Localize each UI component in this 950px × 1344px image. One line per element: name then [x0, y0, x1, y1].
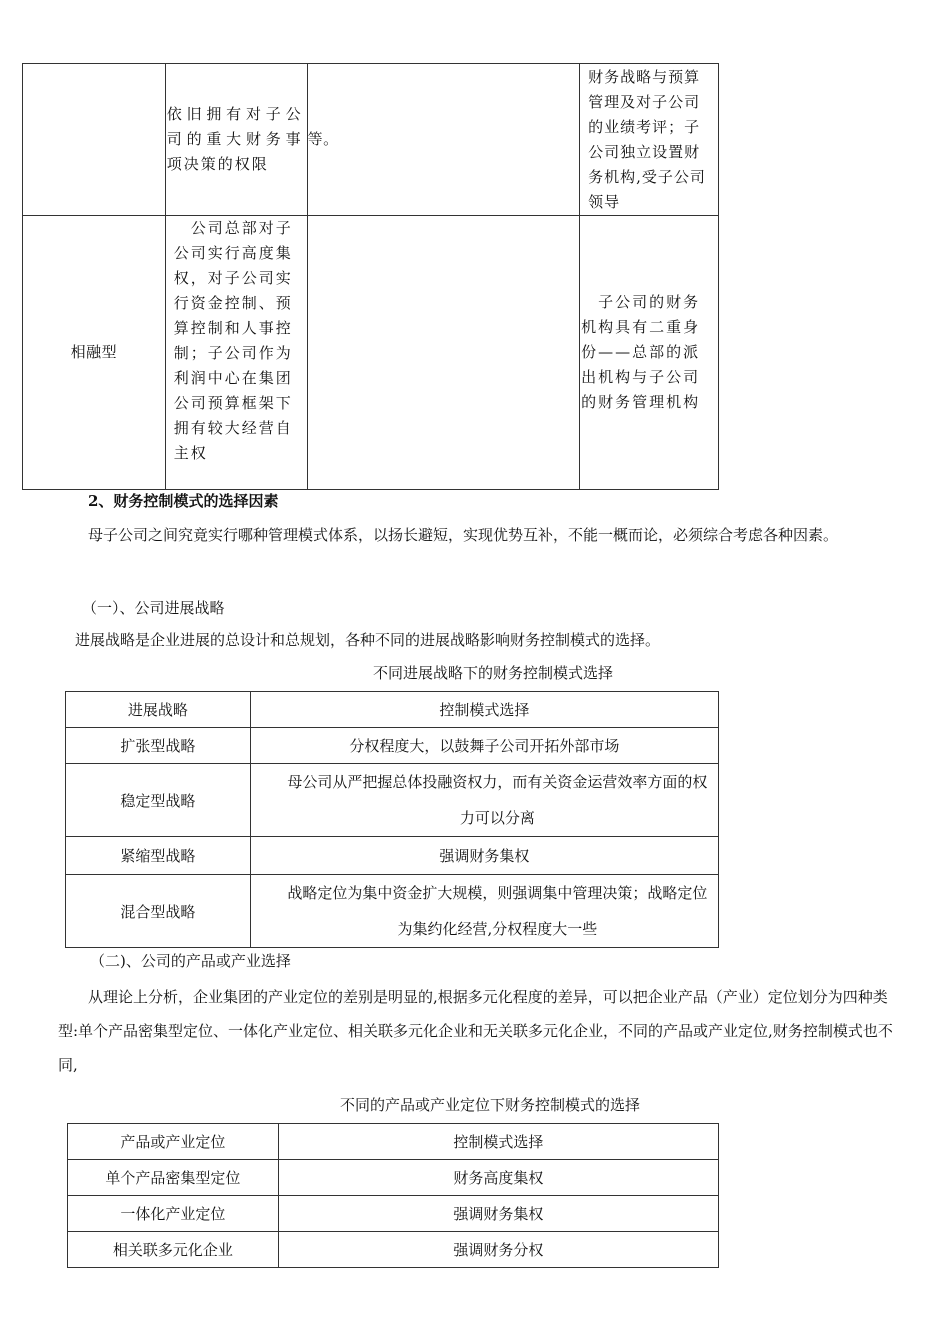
table-cell: 财务高度集权 — [278, 1160, 718, 1196]
table-cell: 强调财务分权 — [278, 1232, 718, 1268]
table-caption: 不同的产品或产业定位下财务控制模式的选择 — [340, 1096, 641, 1114]
table-cell — [307, 64, 580, 216]
table-header-cell: 控制模式选择 — [278, 1124, 718, 1160]
table-row — [23, 216, 719, 490]
intro-paragraph: 母子公司之间究竟实行哪种管理模式体系，以扬长避短，实现优势互补，不能一概而论，必须综合考虑各种因素。 — [88, 526, 839, 544]
strategy-control-table — [65, 691, 719, 948]
table-cell: 一体化产业定位 — [68, 1196, 279, 1232]
table-header-cell: 产品或产业定位 — [68, 1124, 279, 1160]
table-cell — [250, 764, 718, 837]
table-row — [68, 1232, 719, 1268]
cell-text: 等。 — [307, 130, 339, 148]
industry-control-table — [67, 1123, 719, 1268]
table-cell — [250, 875, 718, 948]
section-heading: 2、财务控制模式的选择因素 — [88, 492, 279, 510]
cell-text: 战略定位为集中资金扩大规模，则强调集中管理决策；战略定位为集约化经营,分权程度大一些 — [287, 884, 708, 938]
table-cell — [23, 216, 166, 490]
control-mode-table-continued — [22, 63, 719, 490]
cell-text: 财务战略与预算管理及对子公司的业绩考评；子公司独立设置财务机构,受子公司领导 — [588, 68, 706, 211]
table-header-row — [68, 1124, 719, 1160]
table-cell: 分权程度大，以鼓舞子公司开拓外部市场 — [250, 728, 718, 764]
table-header-row — [66, 692, 719, 728]
table-row — [23, 64, 719, 216]
table-cell: 相关联多元化企业 — [68, 1232, 279, 1268]
subsection-paragraph: 从理论上分析，企业集团的产业定位的差别是明显的,根据多元化程度的差异，可以把企业产品（产业）定位划分为四种类型:单个产品密集型定位、一体化产业定位、相关联多元化企业和无关联多元化企业，不同的产品或产业定位,财务控制模式也不同, — [58, 988, 893, 1074]
table-cell: 紧缩型战略 — [66, 837, 251, 875]
table-row — [66, 875, 719, 948]
table-header-cell: 控制模式选择 — [250, 692, 718, 728]
table-row — [68, 1160, 719, 1196]
cell-text: 相融型 — [70, 343, 118, 361]
table-cell — [165, 216, 307, 490]
table-cell: 单个产品密集型定位 — [68, 1160, 279, 1196]
table-cell — [307, 216, 580, 490]
table-header-cell: 进展战略 — [66, 692, 251, 728]
subsection-heading: （二)、公司的产品或产业选择 — [90, 952, 291, 970]
cell-text: 公司总部对子公司实行高度集权，对子公司实行资金控制、预算控制和人事控制；子公司作为利润中心在集团公司预算框架下拥有较大经营自主权 — [173, 219, 293, 462]
table-cell: 扩张型战略 — [66, 728, 251, 764]
table-row — [66, 764, 719, 837]
table-cell — [23, 64, 166, 216]
cell-text: 子公司的财务机构具有二重身份——总部的派出机构与子公司的财务管理机构 — [581, 293, 701, 411]
table-caption: 不同进展战略下的财务控制模式选择 — [373, 664, 614, 682]
table-row — [68, 1196, 719, 1232]
cell-text: 母公司从严把握总体投融资权力，而有关资金运营效率方面的权力可以分离 — [287, 773, 708, 827]
subsection-paragraph: 进展战略是企业进展的总设计和总规划，各种不同的进展战略影响财务控制模式的选择。 — [75, 631, 661, 649]
table-cell: 强调财务集权 — [278, 1196, 718, 1232]
table-cell: 稳定型战略 — [66, 764, 251, 837]
table-row — [66, 837, 719, 875]
subsection-heading: （一）、公司进展战略 — [82, 599, 225, 617]
table-cell: 强调财务集权 — [250, 837, 718, 875]
table-cell — [580, 216, 719, 490]
table-cell — [580, 64, 719, 216]
table-cell: 混合型战略 — [66, 875, 251, 948]
cell-text: 依旧拥有对子公司的重大财务事项决策的权限 — [166, 105, 303, 173]
table-cell — [165, 64, 307, 216]
table-row — [66, 728, 719, 764]
